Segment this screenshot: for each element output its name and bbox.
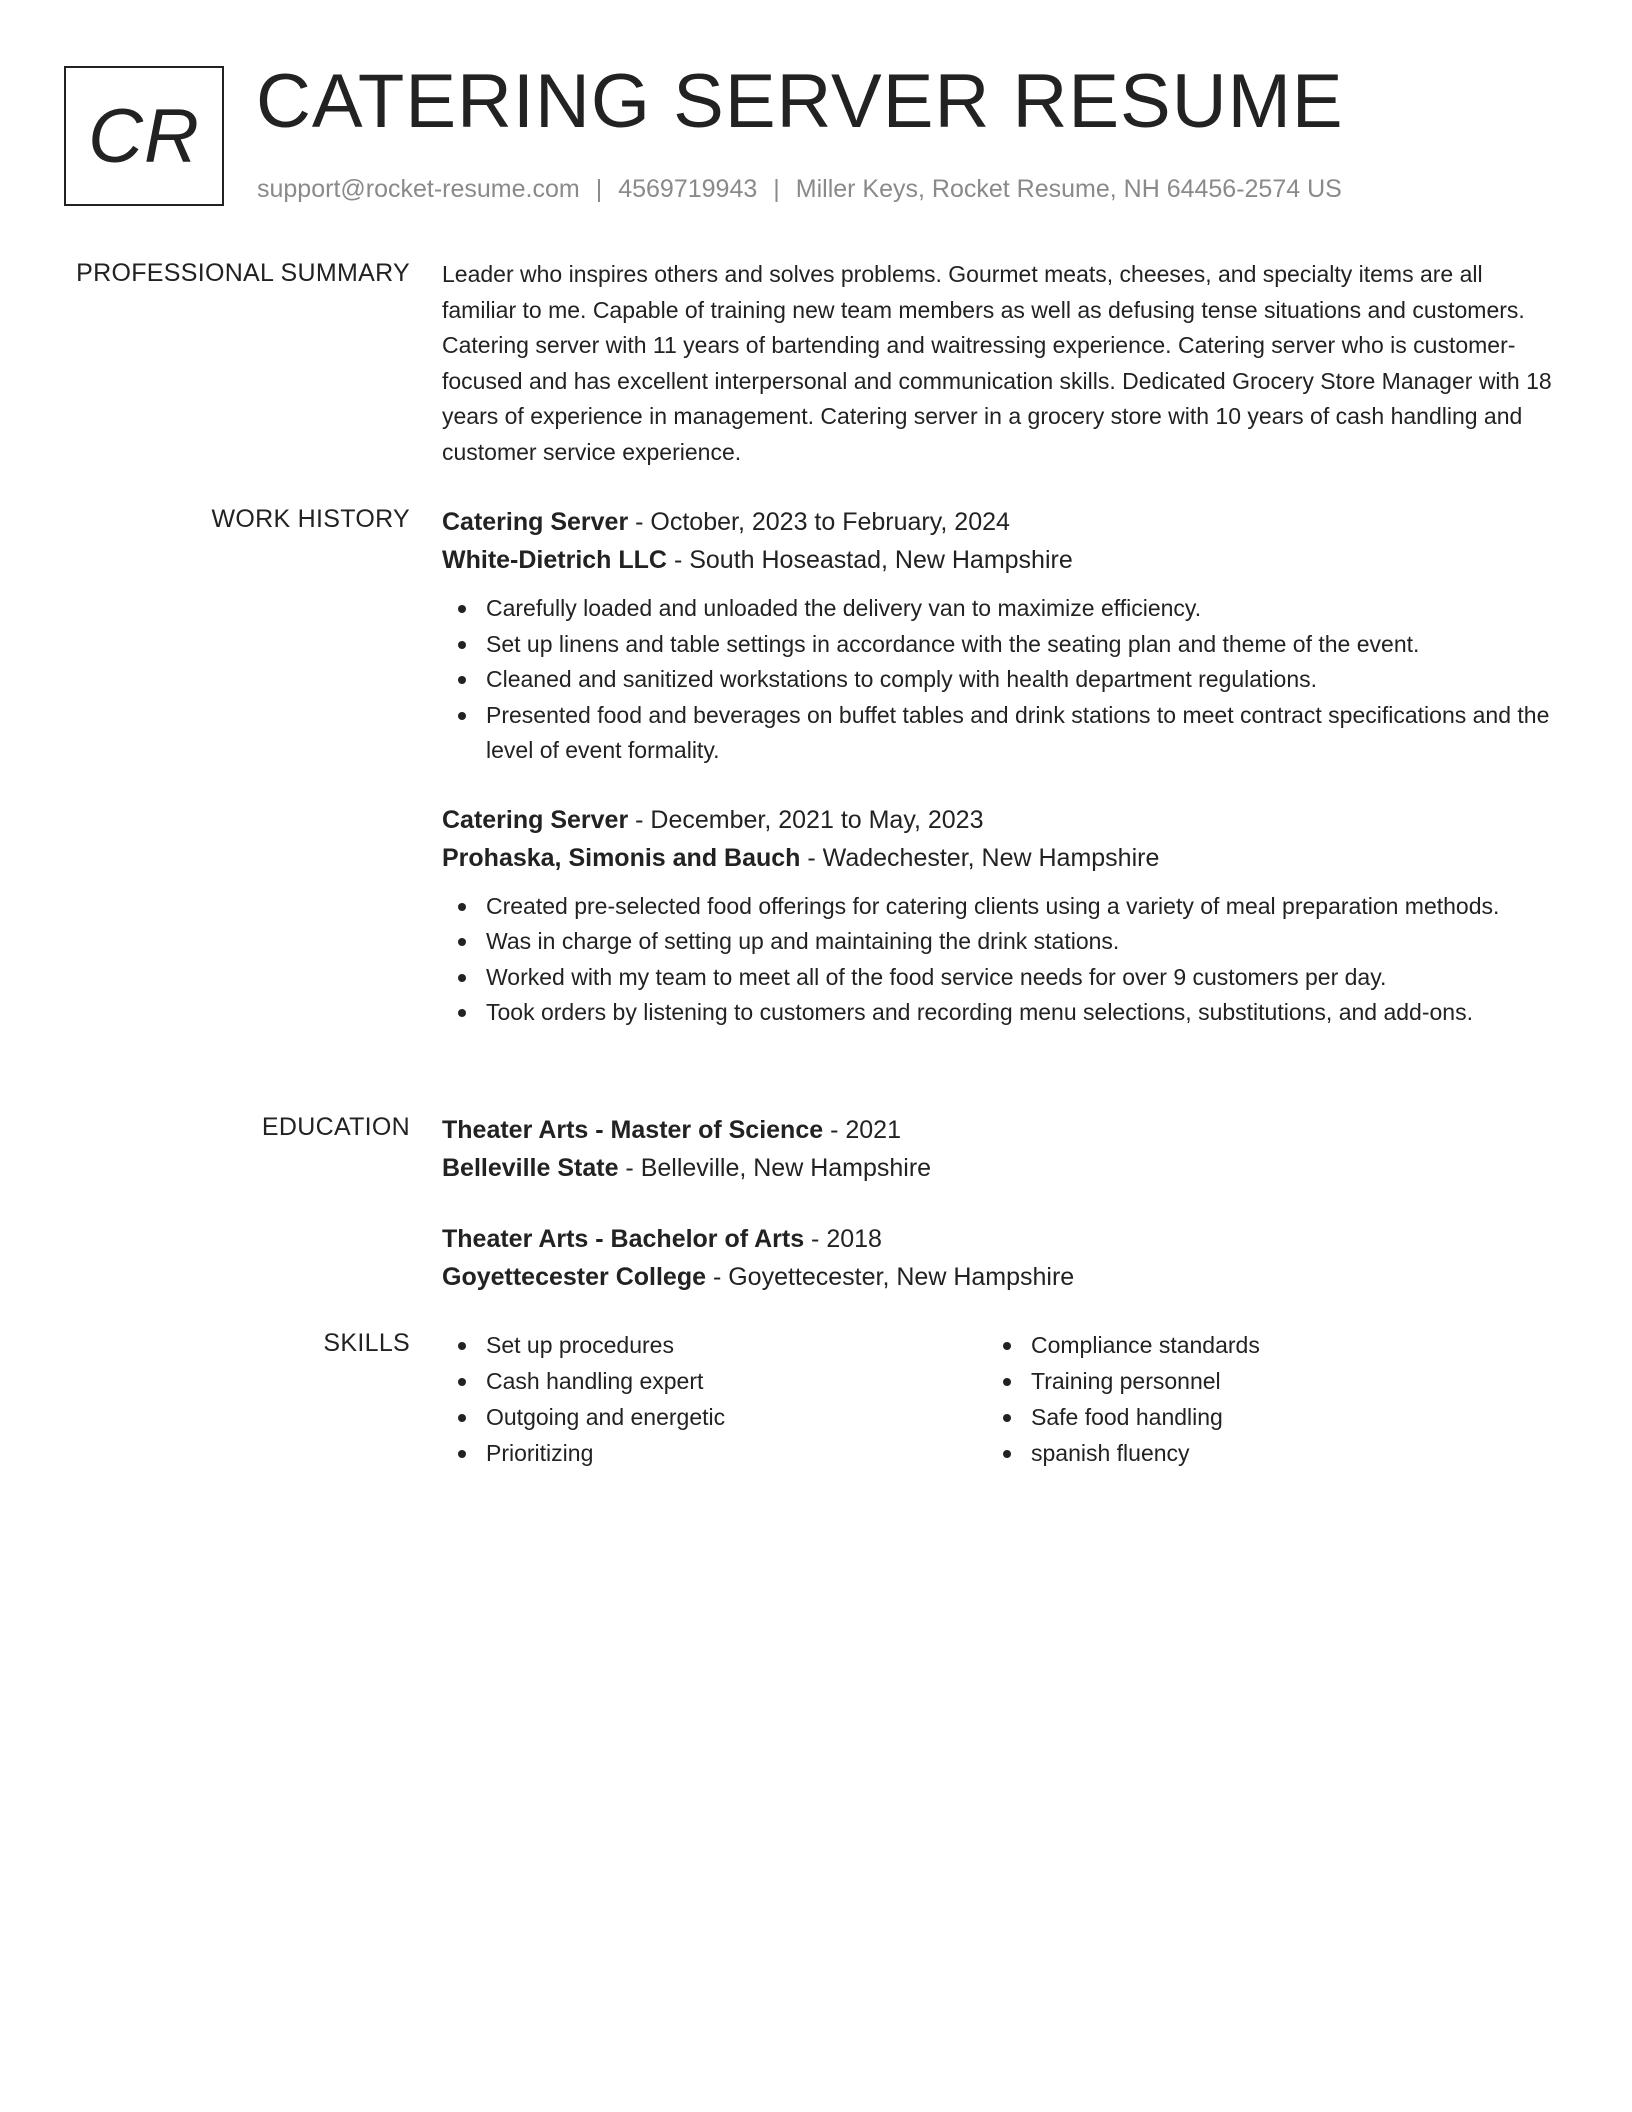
job-entry [442, 801, 1558, 1031]
job-company-line [442, 541, 1558, 579]
job-duty: Created pre-selected food offerings for catering clients using a variety of meal preparation methods. [442, 889, 1558, 925]
skill-item: Training personnel [987, 1363, 1260, 1399]
skill-item: Cash handling expert [442, 1363, 725, 1399]
section-heading-work-history: WORK HISTORY [211, 505, 410, 533]
job-duty: Set up linens and table settings in accordance with the seating plan and theme of the event. [442, 627, 1558, 663]
school: Belleville State [442, 1154, 619, 1182]
job-title: Catering Server [442, 805, 629, 834]
skill-item: Compliance standards [987, 1327, 1260, 1363]
bullet-icon [458, 641, 466, 649]
job-duty: Was in charge of setting up and maintaining the drink stations. [442, 924, 1558, 960]
job-company: White-Dietrich LLC [442, 546, 667, 574]
monogram-badge [64, 66, 224, 206]
section-heading-summary: PROFESSIONAL SUMMARY [76, 259, 410, 287]
bullet-icon [1003, 1414, 1011, 1422]
contact-line [257, 173, 1342, 205]
skill-item: Set up procedures [442, 1327, 725, 1363]
job-dates: - December, 2021 to May, 2023 [628, 805, 984, 834]
job-duty: Carefully loaded and unloaded the delivery van to maximize efficiency. [442, 591, 1558, 627]
bullet-icon [458, 974, 466, 982]
contact-separator: | [595, 175, 603, 203]
skill-item: Safe food handling [987, 1399, 1260, 1435]
degree: Theater Arts - Bachelor of Arts [442, 1225, 805, 1253]
degree-line [442, 1111, 1558, 1149]
job-entry [442, 503, 1558, 769]
job-company-line [442, 839, 1558, 877]
work-history-body [442, 503, 1558, 1031]
skill-item: Outgoing and energetic [442, 1399, 725, 1435]
section-heading-education: EDUCATION [261, 1113, 410, 1141]
bullet-icon [458, 903, 466, 911]
summary-body [442, 257, 1558, 470]
bullet-icon [1003, 1450, 1011, 1458]
section-heading-skills: SKILLS [323, 1329, 410, 1357]
bullet-icon [458, 1378, 466, 1386]
education-body [442, 1111, 1558, 1296]
degree-year: - 2018 [804, 1225, 882, 1253]
job-duty: Took orders by listening to customers and recording menu selections, substitutions, and add-ons. [442, 995, 1558, 1031]
bullet-icon [1003, 1342, 1011, 1350]
bullet-icon [458, 1414, 466, 1422]
job-title-line [442, 801, 1558, 839]
job-location: - Wadechester, New Hampshire [800, 843, 1160, 872]
bullet-icon [458, 1450, 466, 1458]
contact-phone: 4569719943 [618, 175, 758, 203]
bullet-icon [458, 1342, 466, 1350]
bullet-icon [458, 605, 466, 613]
school-location: - Belleville, New Hampshire [618, 1154, 932, 1182]
job-title: Catering Server [442, 508, 629, 536]
school: Goyettecester College [442, 1263, 706, 1291]
contact-address: Miller Keys, Rocket Resume, NH 64456-2574 US [795, 175, 1342, 203]
bullet-icon [1003, 1378, 1011, 1386]
job-duties-list [442, 591, 1558, 769]
skill-item: Prioritizing [442, 1435, 725, 1471]
bullet-icon [458, 1009, 466, 1017]
summary-text: Leader who inspires others and solves problems. Gourmet meats, cheeses, and specialty items are all familiar to me. Capable of training new team members as well as defusing tense situations and customers. Catering server with 11 years of bartending and waitressing experience. Catering server who is customer-focused and has excellent interpersonal and communication skills. Dedicated Grocery Store Manager with 18 years of experience in management. Catering server in a grocery store with 10 years of cash handling and customer service experience. [442, 261, 1552, 465]
job-title-line [442, 503, 1558, 541]
degree-line [442, 1220, 1558, 1258]
school-line [442, 1258, 1558, 1296]
degree-year: - 2021 [823, 1116, 901, 1144]
education-entry [442, 1111, 1558, 1187]
job-location: - South Hoseastad, New Hampshire [667, 546, 1073, 574]
bullet-icon [458, 712, 466, 720]
degree: Theater Arts - Master of Science [442, 1116, 824, 1144]
resume-title: CATERING SERVER RESUME [256, 59, 1344, 144]
bullet-icon [458, 676, 466, 684]
skills-list-left [442, 1327, 725, 1471]
contact-email: support@rocket-resume.com [257, 175, 580, 203]
job-company: Prohaska, Simonis and Bauch [442, 843, 801, 872]
school-line [442, 1149, 1558, 1187]
monogram-initials: CR [88, 93, 200, 179]
job-dates: - October, 2023 to February, 2024 [628, 508, 1010, 536]
skill-item: spanish fluency [987, 1435, 1260, 1471]
job-duties-list [442, 889, 1558, 1031]
skills-list-right [987, 1327, 1260, 1471]
job-duty: Presented food and beverages on buffet tables and drink stations to meet contract specifications and the level of event formality. [442, 698, 1558, 769]
job-duty: Cleaned and sanitized workstations to comply with health department regulations. [442, 662, 1558, 698]
school-location: - Goyettecester, New Hampshire [706, 1263, 1075, 1291]
contact-separator: | [773, 175, 780, 203]
bullet-icon [458, 938, 466, 946]
job-duty: Worked with my team to meet all of the food service needs for over 9 customers per day. [442, 960, 1558, 996]
education-entry [442, 1220, 1558, 1296]
